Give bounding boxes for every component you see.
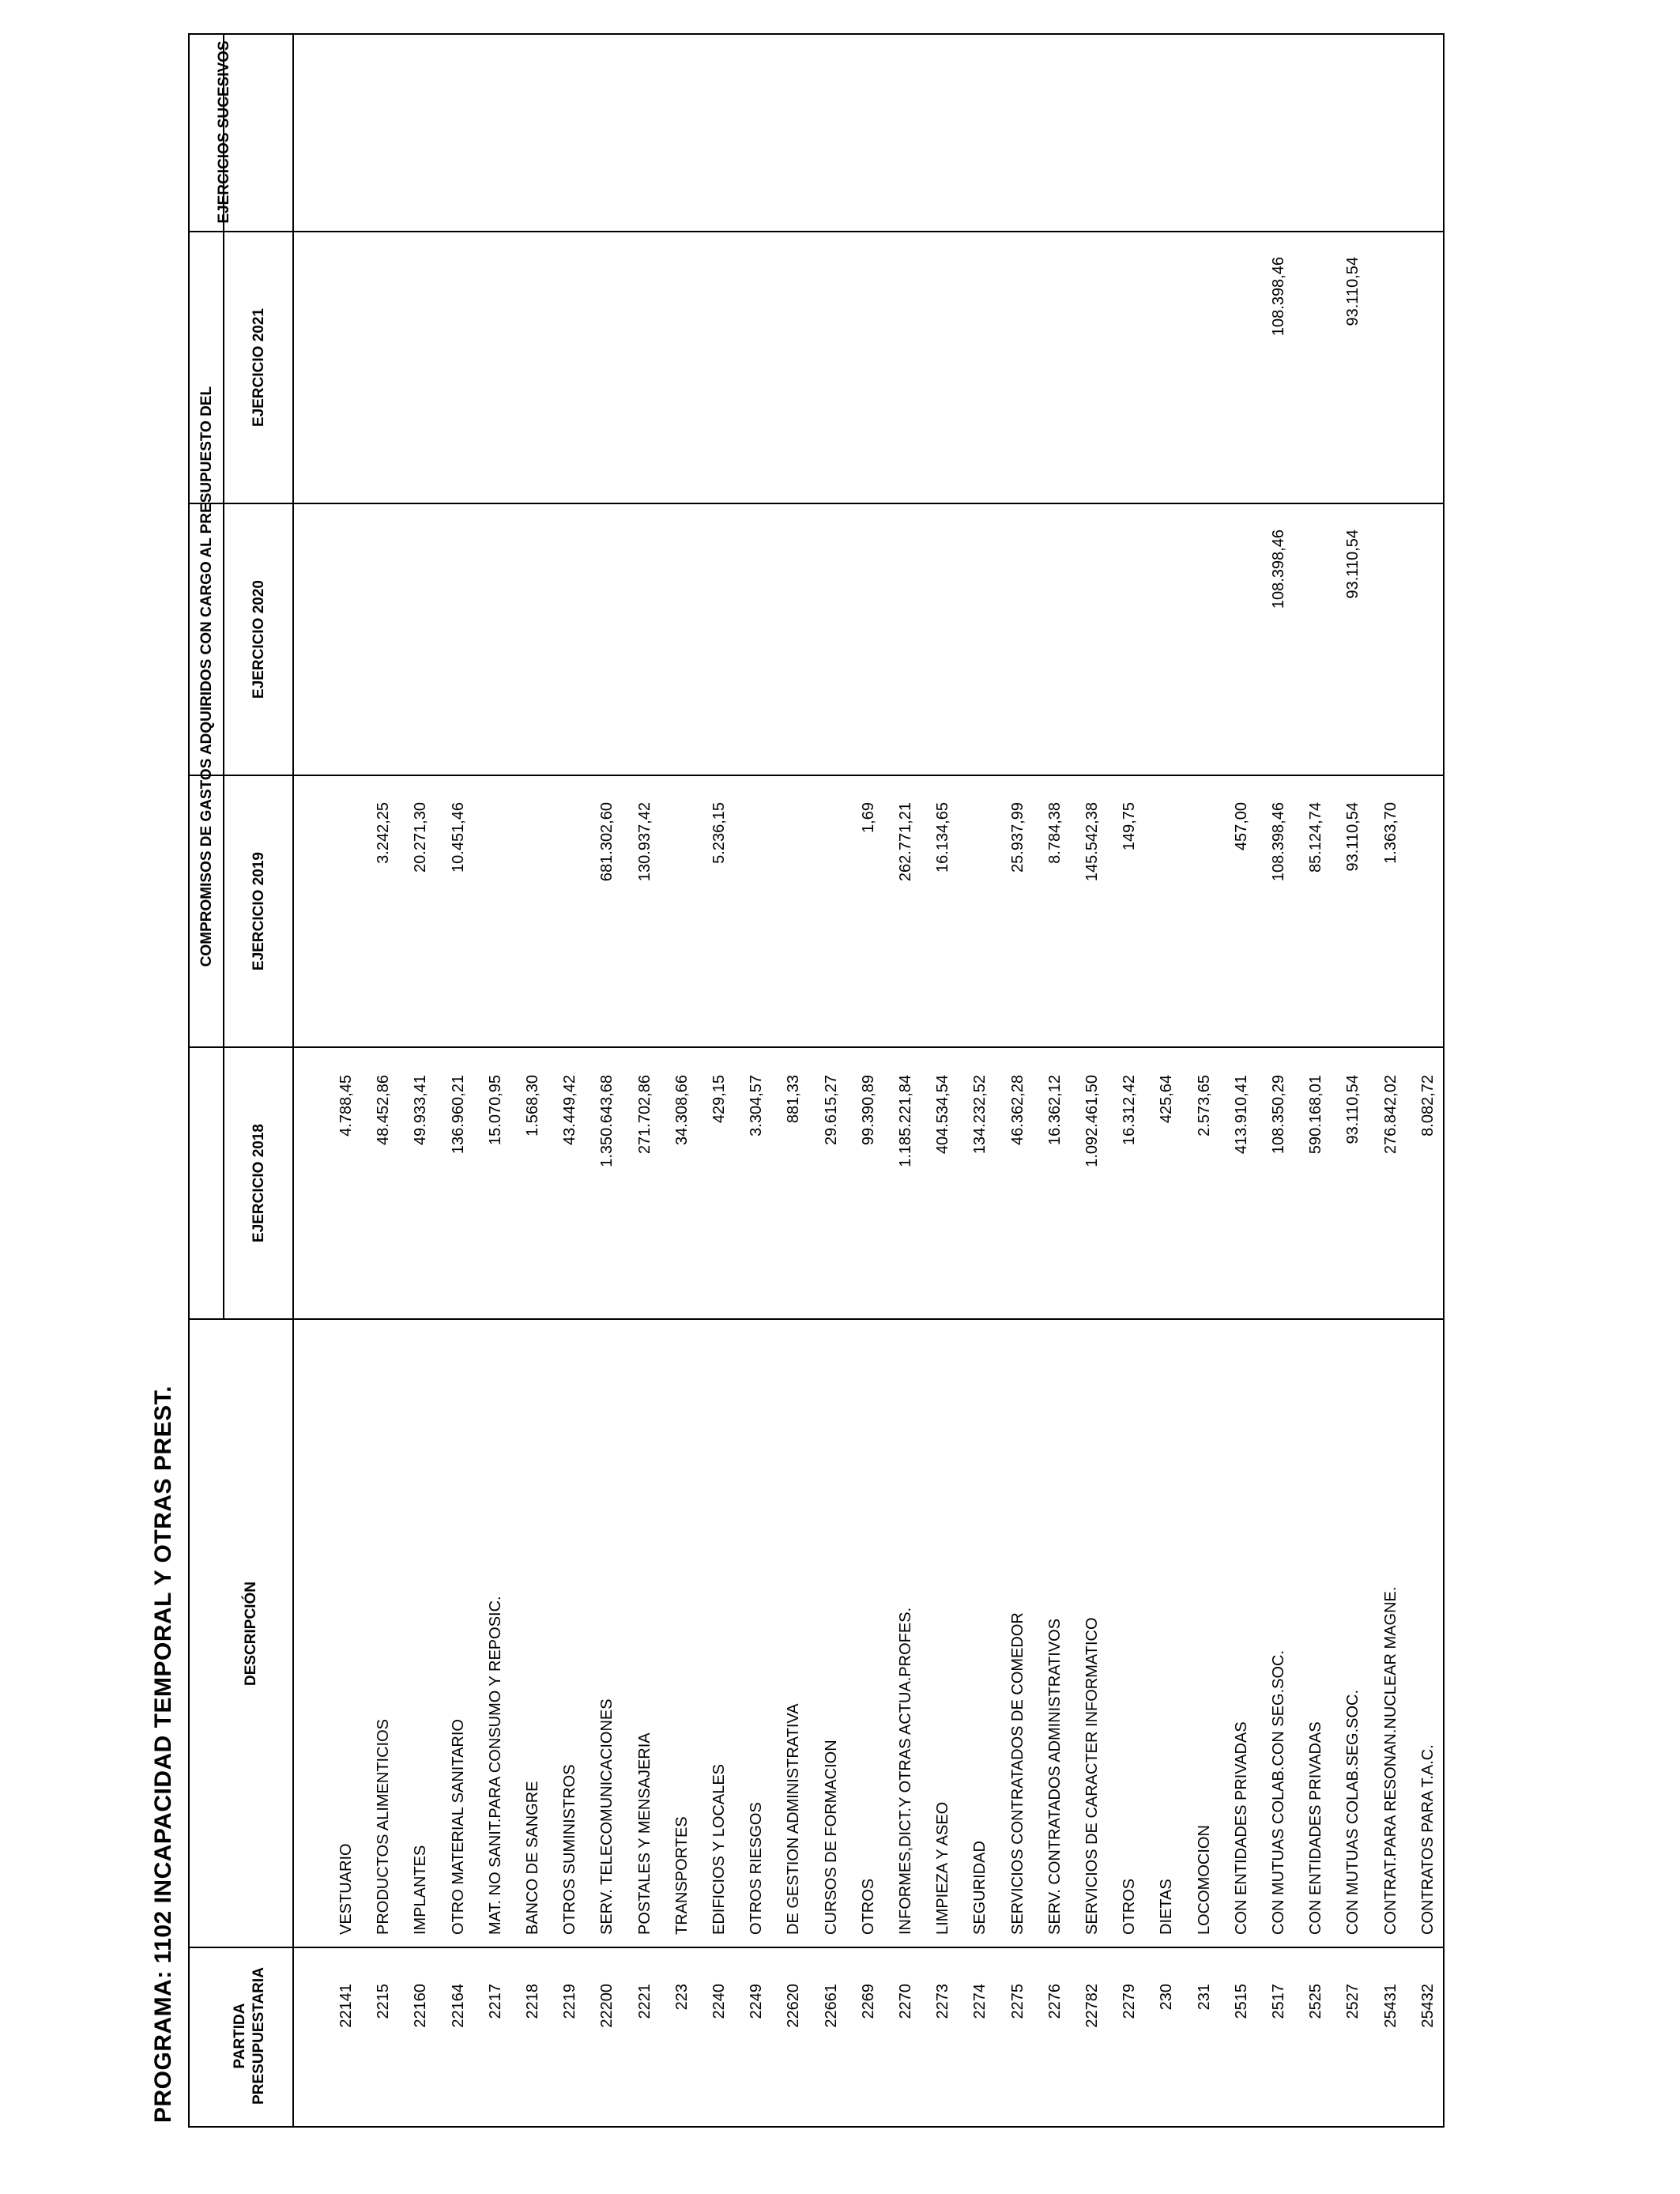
cell-partida: 2221 — [636, 1984, 654, 2019]
cell-ejercicio-2021: 93.110,54 — [1344, 257, 1362, 326]
cell-ejercicio-2018: 29.615,27 — [823, 1075, 840, 1145]
cell-descripcion: OTRO MATERIAL SANITARIO — [450, 1719, 467, 1935]
cell-ejercicio-2018: 16.312,42 — [1121, 1075, 1138, 1145]
cell-partida: 2249 — [748, 1984, 765, 2019]
cell-descripcion: OTROS SUMINISTROS — [561, 1764, 578, 1935]
cell-partida: 22782 — [1083, 1984, 1101, 2028]
cell-ejercicio-2018: 1.092.461,50 — [1083, 1075, 1101, 1167]
cell-ejercicio-2018: 99.390,89 — [860, 1075, 877, 1145]
cell-ejercicio-2018: 34.308,66 — [673, 1075, 691, 1145]
cell-descripcion: SEGURIDAD — [971, 1841, 989, 1935]
cell-ejercicio-2018: 2.573,65 — [1196, 1075, 1213, 1137]
cell-partida: 231 — [1196, 1984, 1213, 2011]
cell-descripcion: SERVICIOS CONTRATADOS DE COMEDOR — [1009, 1612, 1026, 1935]
header-ejercicio-2018: EJERCICIO 2018 — [250, 1124, 267, 1242]
cell-ejercicio-2019: 10.451,46 — [450, 802, 467, 873]
cell-ejercicio-2018: 134.232,52 — [971, 1075, 989, 1155]
cell-ejercicio-2019: 1,69 — [860, 802, 877, 833]
cell-partida: 2275 — [1009, 1984, 1026, 2019]
cell-partida: 2270 — [897, 1984, 914, 2019]
cell-ejercicio-2019: 3.242,25 — [375, 802, 392, 864]
cell-ejercicio-2019: 25.937,99 — [1009, 802, 1026, 873]
header-ejercicio-2021: EJERCICIO 2021 — [250, 308, 267, 427]
cell-descripcion: CON MUTUAS COLAB.SEG.SOC. — [1344, 1689, 1362, 1935]
cell-ejercicio-2019: 85.124,74 — [1307, 802, 1324, 873]
cell-partida: 2217 — [487, 1984, 504, 2019]
cell-descripcion: SERVICIOS DE CARACTER INFORMATICO — [1083, 1617, 1101, 1935]
cell-descripcion: SERV. CONTRATADOS ADMINISTRATIVOS — [1046, 1618, 1064, 1935]
cell-ejercicio-2018: 276.842,02 — [1382, 1075, 1399, 1155]
cell-ejercicio-2020: 108.398,46 — [1270, 530, 1287, 609]
cell-ejercicio-2018: 93.110,54 — [1344, 1075, 1362, 1144]
cell-partida: 2215 — [375, 1984, 392, 2019]
cell-descripcion: IMPLANTES — [412, 1845, 429, 1935]
cell-partida: 223 — [673, 1984, 691, 2011]
cell-partida: 22141 — [337, 1984, 355, 2028]
budget-table — [188, 33, 1445, 2128]
cell-partida: 25431 — [1382, 1984, 1399, 2028]
cell-descripcion: CON ENTIDADES PRIVADAS — [1307, 1721, 1324, 1935]
cell-descripcion: CON ENTIDADES PRIVADAS — [1233, 1721, 1250, 1935]
cell-ejercicio-2019: 149,75 — [1121, 802, 1138, 851]
cell-partida: 22620 — [785, 1984, 802, 2028]
cell-descripcion: CONTRAT.PARA RESONAN.NUCLEAR MAGNE. — [1382, 1586, 1399, 1935]
cell-descripcion: CURSOS DE FORMACION — [823, 1740, 840, 1935]
cell-ejercicio-2018: 413.910,41 — [1233, 1075, 1250, 1155]
page-title: PROGRAMA: 1102 INCAPACIDAD TEMPORAL Y OTRAS PREST. — [150, 1385, 176, 2123]
header-group: COMPROMISOS DE GASTOS ADQUIRIDOS CON CARGO AL PRESUPUESTO DEL — [198, 386, 215, 967]
cell-ejercicio-2019: 16.134,65 — [934, 802, 951, 873]
cell-ejercicio-2018: 16.362,12 — [1046, 1075, 1064, 1145]
cell-descripcion: OTROS RIESGOS — [748, 1802, 765, 1935]
cell-partida: 2517 — [1270, 1984, 1287, 2019]
cell-ejercicio-2018: 3.304,57 — [748, 1075, 765, 1137]
cell-descripcion: LIMPIEZA Y ASEO — [934, 1801, 951, 1935]
header-descripcion: DESCRIPCIÓN — [243, 1581, 259, 1686]
cell-descripcion: DIETAS — [1158, 1879, 1175, 1935]
cell-ejercicio-2018: 590.168,01 — [1307, 1075, 1324, 1155]
cell-ejercicio-2019: 130.937,42 — [636, 802, 654, 882]
cell-ejercicio-2019: 20.271,30 — [412, 802, 429, 873]
header-bottom-divider — [292, 33, 294, 2126]
col-divider — [190, 775, 1445, 776]
cell-partida: 25432 — [1419, 1984, 1437, 2028]
cell-descripcion: VESTUARIO — [337, 1843, 355, 1935]
header-ejercicio-2020: EJERCICIO 2020 — [250, 580, 267, 699]
cell-partida: 2515 — [1233, 1984, 1250, 2019]
cell-partida: 22200 — [598, 1984, 616, 2028]
cell-descripcion: OTROS — [1121, 1878, 1138, 1935]
cell-descripcion: TRANSPORTES — [673, 1816, 691, 1935]
col-divider — [190, 1318, 1445, 1320]
cell-partida: 2276 — [1046, 1984, 1064, 2019]
cell-descripcion: BANCO DE SANGRE — [524, 1781, 541, 1935]
cell-ejercicio-2019: 457,00 — [1233, 802, 1250, 851]
cell-partida: 22160 — [412, 1984, 429, 2028]
cell-ejercicio-2018: 48.452,86 — [375, 1075, 392, 1145]
cell-ejercicio-2018: 429,15 — [710, 1075, 728, 1124]
cell-ejercicio-2018: 43.449,42 — [561, 1075, 578, 1145]
cell-ejercicio-2019: 8.784,38 — [1046, 802, 1064, 864]
cell-ejercicio-2018: 4.788,45 — [337, 1075, 355, 1137]
cell-descripcion: SERV. TELECOMUNICACIONES — [598, 1698, 616, 1935]
cell-ejercicio-2019: 145.542,38 — [1083, 802, 1101, 882]
cell-descripcion: MAT. NO SANIT.PARA CONSUMO Y REPOSIC. — [487, 1596, 504, 1935]
cell-ejercicio-2018: 271.702,86 — [636, 1075, 654, 1155]
header-ejercicios-sucesivos: EJERCICIOS SUCESIVOS — [216, 40, 232, 224]
cell-ejercicio-2019: 262.771,21 — [897, 802, 914, 882]
cell-partida: 2274 — [971, 1984, 989, 2019]
cell-partida: 2273 — [934, 1984, 951, 2019]
cell-ejercicio-2018: 1.350.643,68 — [598, 1075, 616, 1167]
cell-partida: 2218 — [524, 1984, 541, 2019]
cell-partida: 230 — [1158, 1984, 1175, 2011]
cell-ejercicio-2018: 46.362,28 — [1009, 1075, 1026, 1145]
cell-ejercicio-2019: 5.236,15 — [710, 802, 728, 864]
cell-ejercicio-2021: 108.398,46 — [1270, 257, 1287, 337]
cell-descripcion: EDIFICIOS Y LOCALES — [710, 1763, 728, 1935]
cell-ejercicio-2018: 15.070,95 — [487, 1075, 504, 1145]
cell-ejercicio-2020: 93.110,54 — [1344, 530, 1362, 599]
cell-ejercicio-2019: 1.363,70 — [1382, 802, 1399, 864]
cell-partida: 2279 — [1121, 1984, 1138, 2019]
cell-ejercicio-2019: 681.302,60 — [598, 802, 616, 882]
cell-descripcion: DE GESTION ADMINISTRATIVA — [785, 1703, 802, 1935]
cell-ejercicio-2019: 93.110,54 — [1344, 802, 1362, 872]
col-divider — [190, 1046, 1445, 1048]
cell-descripcion: LOCOMOCION — [1196, 1825, 1213, 1935]
cell-ejercicio-2018: 108.350,29 — [1270, 1075, 1287, 1155]
cell-ejercicio-2018: 49.933,41 — [412, 1075, 429, 1145]
header-partida: PARTIDA PRESUPUESTARIA — [232, 1967, 267, 2105]
cell-descripcion: POSTALES Y MENSAJERIA — [636, 1732, 654, 1935]
cell-ejercicio-2018: 1.185.221,84 — [897, 1075, 914, 1167]
cell-partida: 22661 — [823, 1984, 840, 2028]
cell-ejercicio-2018: 425,64 — [1158, 1075, 1175, 1124]
cell-ejercicio-2019: 108.398,46 — [1270, 802, 1287, 882]
cell-partida: 2525 — [1307, 1984, 1324, 2019]
cell-partida: 2219 — [561, 1984, 578, 2019]
cell-partida: 2269 — [860, 1984, 877, 2019]
cell-descripcion: PRODUCTOS ALIMENTICIOS — [375, 1718, 392, 1935]
cell-descripcion: CON MUTUAS COLAB.CON SEG.SOC. — [1270, 1649, 1287, 1935]
cell-ejercicio-2018: 1.568,30 — [524, 1075, 541, 1137]
cell-descripcion: INFORMES,DICT.Y OTRAS ACTUA.PROFES. — [897, 1607, 914, 1935]
cell-ejercicio-2018: 8.082,72 — [1419, 1075, 1437, 1137]
cell-partida: 2240 — [710, 1984, 728, 2019]
cell-ejercicio-2018: 404.534,54 — [934, 1075, 951, 1155]
cell-descripcion: OTROS — [860, 1878, 877, 1935]
cell-partida: 2527 — [1344, 1984, 1362, 2019]
cell-ejercicio-2018: 136.960,21 — [450, 1075, 467, 1155]
col-divider — [190, 1947, 1445, 1948]
header-ejercicio-2019: EJERCICIO 2019 — [250, 852, 267, 971]
cell-ejercicio-2018: 881,33 — [785, 1075, 802, 1124]
col-divider — [190, 231, 1445, 232]
cell-partida: 22164 — [450, 1984, 467, 2028]
cell-descripcion: CONTRATOS PARA T.A.C. — [1419, 1744, 1437, 1935]
col-divider — [190, 503, 1445, 504]
